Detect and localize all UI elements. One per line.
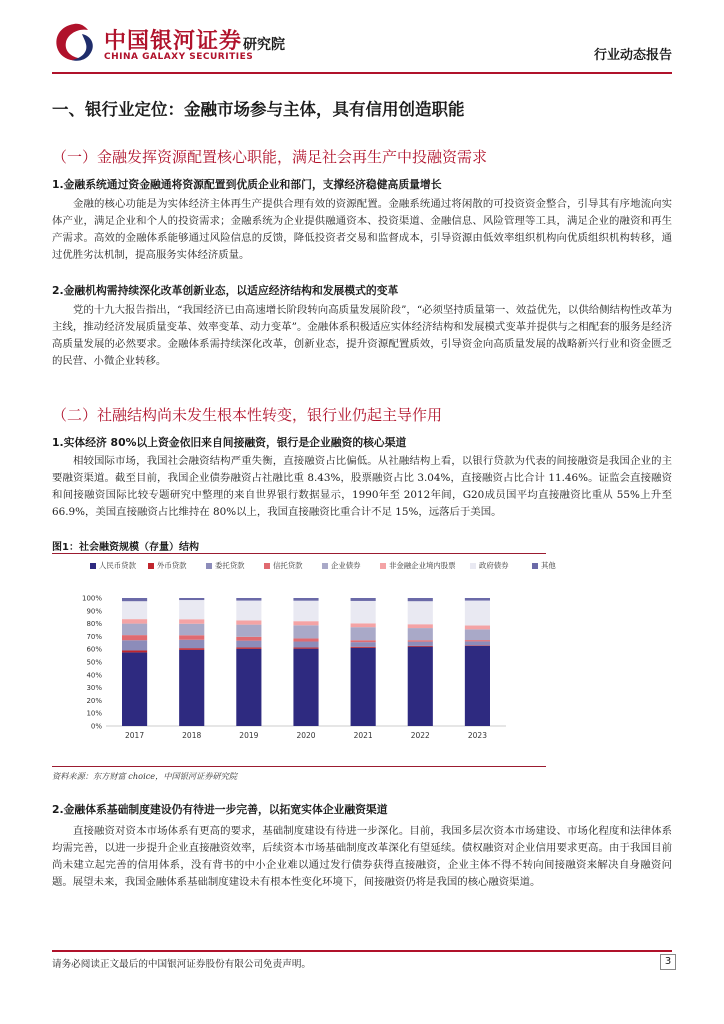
bar-segment xyxy=(408,647,433,726)
bar-segment xyxy=(179,635,204,639)
bar-segment xyxy=(293,598,318,601)
bar-segment xyxy=(408,628,433,640)
bar-segment xyxy=(179,640,204,648)
x-tick-label: 2023 xyxy=(467,731,487,740)
y-tick-label: 0% xyxy=(90,722,102,731)
bar-segment xyxy=(236,598,261,601)
bar-segment xyxy=(351,598,376,601)
paragraph-2: 党的十九大报告指出，“我国经济已由高速增长阶段转向高质量发展阶段”，“必须坚持质量第一、效益优先，以供给侧结构性改革为主线，推动经济发展质量变革、效率变革、动力变革”。金融体系积极适应实体经济结构和发展模式变革并提供与之相配套的服务是经济高质量发展的必然要求。金融体系需持续深化改革，创新业态，提升资源配置质效，引导资金向高质量发展的战略新兴行业和资金匮乏的民营、小微企业转移。 xyxy=(52,304,672,368)
report-type: 行业动态报告 xyxy=(593,48,672,63)
point-heading-2: 2.金融机构需持续深化改革创新业态，以适应经济结构和发展模式的变革 xyxy=(52,284,399,297)
paragraph-4: 直接融资对资本市场体系有更高的要求，基础制度建设有待进一步深化。目前，我国多层次资本市场建设、市场化程度和法律体系均需完善，以进一步提升企业直接融资效率，后续资本市场基础制度改革深化有望延续。债权融资对企业信用要求更高。由于我国目前尚未建立起完善的信用体系，没有背书的中小企业难以通过发行债券获得直接融资，企业主体不得不转向间接融资来解决自身融资问题。展望未来，我国金融体系基础制度建设未有根本性变化环境下，间接融资仍将是我国的核心融资渠道。 xyxy=(52,825,672,889)
point-heading-1: 1.金融系统通过资金融通将资源配置到优质企业和部门，支撑经济稳健高质量增长 xyxy=(52,178,442,191)
legend-item xyxy=(148,560,187,571)
bar-segment xyxy=(236,637,261,641)
legend-item xyxy=(380,560,456,571)
bar-segment xyxy=(351,601,376,623)
legend-swatch xyxy=(470,563,476,569)
stacked-bar-chart xyxy=(80,590,520,750)
bar-segment xyxy=(122,601,147,619)
bar-segment xyxy=(236,620,261,624)
bar-segment xyxy=(408,624,433,628)
legend-label: 外币贷款 xyxy=(157,561,187,570)
bar-segment xyxy=(293,642,318,648)
bar-segment xyxy=(351,647,376,648)
bar-segment xyxy=(351,623,376,627)
bar-segment xyxy=(465,601,490,626)
logo-wordmark-cn: 中国银河证券 xyxy=(104,29,243,54)
bar-segment xyxy=(465,646,490,726)
y-tick-label: 50% xyxy=(86,658,102,667)
bar-segment xyxy=(179,624,204,636)
legend-item xyxy=(264,560,303,571)
bar-segment xyxy=(293,648,318,649)
legend-item xyxy=(322,560,361,571)
bar-segment xyxy=(236,625,261,637)
chart-legend xyxy=(90,560,556,574)
bar-segment xyxy=(408,642,433,646)
bar-segment xyxy=(293,601,318,621)
logo-wordmark-en: CHINA GALAXY SECURITIES xyxy=(104,52,254,62)
bar-segment xyxy=(293,625,318,638)
legend-item xyxy=(470,560,509,571)
bar-segment xyxy=(408,640,433,641)
y-tick-label: 70% xyxy=(86,632,102,641)
legend-swatch xyxy=(322,563,328,569)
legend-swatch xyxy=(264,563,270,569)
logo-swirl-icon xyxy=(52,22,96,64)
bar-segment xyxy=(122,652,147,726)
section-title: 一、银行业定位：金融市场参与主体，具有信用创造职能 xyxy=(52,100,465,119)
bar-segment xyxy=(351,648,376,726)
bar-segment xyxy=(122,619,147,623)
legend-label: 企业债券 xyxy=(331,561,361,570)
bar-segment xyxy=(351,640,376,642)
x-tick-label: 2021 xyxy=(353,731,373,740)
bar-segment xyxy=(351,642,376,647)
x-tick-label: 2020 xyxy=(296,731,316,740)
bar-segment xyxy=(465,626,490,630)
bar-segment xyxy=(122,598,147,601)
y-tick-label: 100% xyxy=(81,594,102,603)
bar-segment xyxy=(122,640,147,650)
point-heading-4: 2.金融体系基础制度建设仍有待进一步完善，以拓宽实体企业融资渠道 xyxy=(52,803,388,816)
subsection-title-1: （一）金融发挥资源配置核心职能，满足社会再生产中投融资需求 xyxy=(52,148,488,166)
legend-swatch xyxy=(532,563,538,569)
bar-segment xyxy=(236,601,261,621)
x-tick-label: 2018 xyxy=(182,731,202,740)
figure-source: 资料来源：东方财富 choice，中国银河证券研究院 xyxy=(52,771,238,781)
legend-label: 委托贷款 xyxy=(215,561,245,570)
legend-label: 非金融企业境内股票 xyxy=(389,561,456,570)
bar-segment xyxy=(236,641,261,648)
bar-segment xyxy=(465,645,490,646)
x-tick-label: 2017 xyxy=(125,731,145,740)
bar-segment xyxy=(179,619,204,623)
bar-segment xyxy=(122,650,147,652)
legend-swatch xyxy=(90,563,96,569)
y-tick-label: 90% xyxy=(86,607,102,616)
page-number: 3 xyxy=(660,954,676,970)
bar-segment xyxy=(408,601,433,624)
header-divider xyxy=(52,72,672,74)
institute-label: 研究院 xyxy=(243,37,285,53)
footer-divider xyxy=(52,950,672,952)
legend-item xyxy=(90,560,136,571)
figure-title: 图1：社会融资规模（存量）结构 xyxy=(52,542,199,553)
legend-swatch xyxy=(206,563,212,569)
y-tick-label: 10% xyxy=(86,709,102,718)
bar-segment xyxy=(293,621,318,625)
y-tick-label: 60% xyxy=(86,645,102,654)
bar-segment xyxy=(408,646,433,647)
x-tick-label: 2022 xyxy=(410,731,430,740)
y-tick-label: 30% xyxy=(86,684,102,693)
legend-label: 人民币贷款 xyxy=(99,561,136,570)
bar-segment xyxy=(293,649,318,726)
figure-top-rule xyxy=(52,553,546,554)
y-tick-label: 20% xyxy=(86,696,102,705)
legend-swatch xyxy=(148,563,154,569)
legend-label: 其他 xyxy=(541,561,556,570)
bar-segment xyxy=(236,647,261,648)
figure-bottom-rule xyxy=(52,766,546,767)
legend-label: 信托贷款 xyxy=(273,561,303,570)
bar-segment xyxy=(122,635,147,640)
bar-segment xyxy=(465,629,490,640)
footer-disclaimer: 请务必阅读正文最后的中国银河证券股份有限公司免责声明。 xyxy=(52,959,312,970)
bar-segment xyxy=(465,641,490,645)
subsection-title-2: （二）社融结构尚未发生根本性转变，银行业仍起主导作用 xyxy=(52,406,443,424)
bar-segment xyxy=(179,600,204,619)
bar-segment xyxy=(236,649,261,726)
legend-item xyxy=(532,560,556,571)
paragraph-1: 金融的核心功能是为实体经济主体再生产提供合理有效的资源配置。金融系统通过将闲散的可投资资金整合，引导其有序地流向实体产业，满足企业和个人的投资需求；金融系统为企业提供融通资本、投资渠道、金融信息、风险管理等工具，满足企业的融资和再生产需求。高效的金融体系能够通过风险信息的反馈，降低投资者交易和监督成本，引导资源由低效率组织机构向优质组织机构转移，通过优胜劣汰机制，提高服务实体经济质量。 xyxy=(52,198,672,262)
y-tick-label: 40% xyxy=(86,671,102,680)
bar-segment xyxy=(122,624,147,636)
bar-segment xyxy=(293,638,318,641)
point-heading-3: 1.实体经济 80%以上资金依旧来自间接融资，银行是企业融资的核心渠道 xyxy=(52,436,407,449)
legend-swatch xyxy=(380,563,386,569)
bar-segment xyxy=(351,627,376,640)
legend-label: 政府债券 xyxy=(479,561,509,570)
bar-segment xyxy=(408,598,433,601)
paragraph-3: 相较国际市场，我国社会融资结构严重失衡，直接融资占比偏低。从社融结构上看，以银行贷款为代表的间接融资是我国企业的主要融资渠道。截至目前，我国企业债券融资占社融比重 8.43%，股票融资占比 3.04%，直接融资占比合计 11.46%。证监会直接融资和间接融资国际比较专题研究中整理的来自世界银行数据显示，1990年至 2012年间，G20成员国平均直接融资比重从 55%上升至 66.9%，美国直接融资占比维持在 80%以上，我国直接融资比重合计不足 15%，远落后于美国。 xyxy=(52,455,672,519)
bar-segment xyxy=(179,648,204,650)
legend-item xyxy=(206,560,245,571)
y-tick-label: 80% xyxy=(86,620,102,629)
bar-segment xyxy=(179,650,204,726)
bar-segment xyxy=(465,640,490,641)
bar-segment xyxy=(465,598,490,601)
bar-segment xyxy=(179,598,204,600)
x-tick-label: 2019 xyxy=(239,731,259,740)
